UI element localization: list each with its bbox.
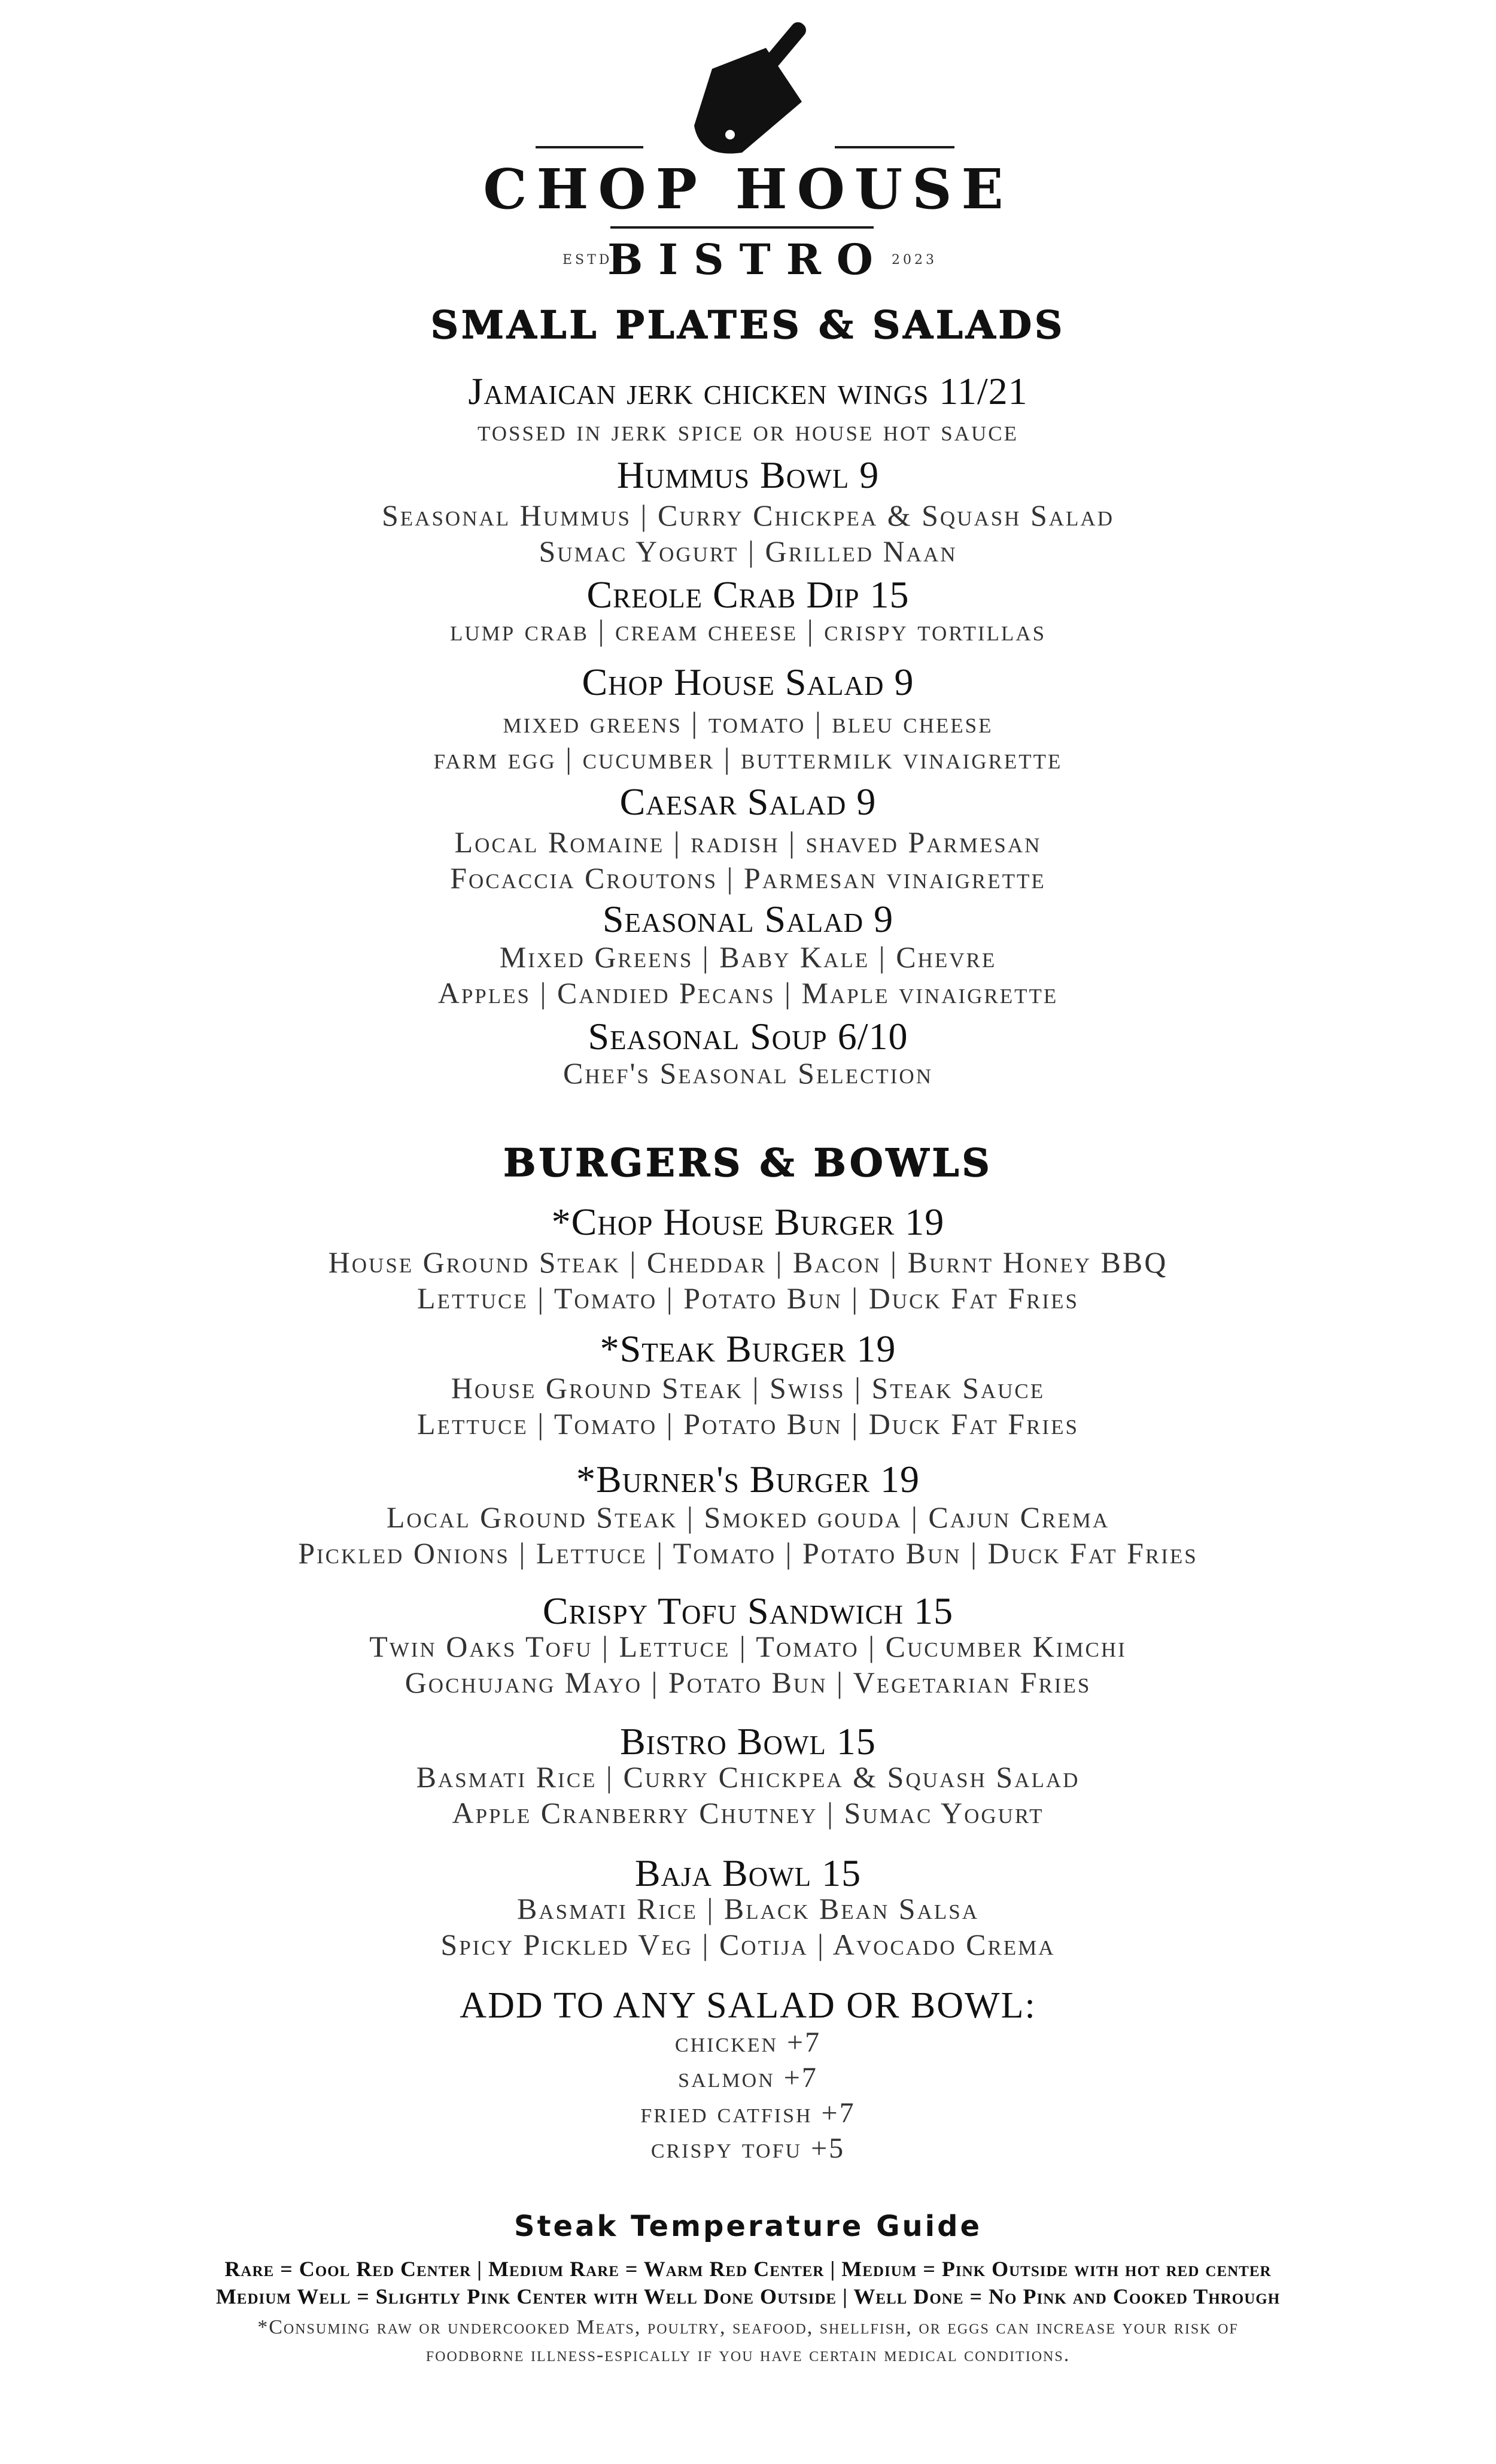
logo-estd-label: ESTD — [562, 253, 613, 268]
menu-item-description: Gochujang Mayo | Potato Bun | Vegetarian Fries — [405, 1666, 1091, 1699]
menu-item-description: Apple Cranberry Chutney | Sumac Yogurt — [452, 1796, 1044, 1830]
menu-item-description: Basmati Rice | Black Bean Salsa — [517, 1892, 979, 1925]
menu-item-name: Crispy Tofu Sandwich 15 — [542, 1590, 954, 1632]
logo-rule-right — [835, 146, 954, 148]
menu-item-name: Jamaican jerk chicken wings 11/21 — [468, 370, 1028, 412]
steak-guide-line: Medium Well = Slightly Pink Center with Well Done Outside | Well Done = No Pink and Cooked Through — [215, 2284, 1281, 2308]
menu-item-description: Chef's Seasonal Selection — [563, 1056, 933, 1090]
logo-title: CHOP HOUSE — [483, 157, 1013, 221]
menu-item-name: Creole Crab Dip 15 — [586, 573, 910, 616]
menu-item — [0, 1327, 1496, 1441]
menu-item — [0, 1592, 1496, 1697]
menu-item-description: lump crab | cream cheese | crispy tortillas — [449, 613, 1047, 647]
health-disclaimer: foodborne illness-espically if you have certain medical conditions. — [425, 2344, 1071, 2366]
addon-item: salmon +7 — [678, 2062, 818, 2094]
menu-item — [0, 1017, 1496, 1088]
menu-item-description: Lettuce | Tomato | Potato Bun | Duck Fat Fries — [417, 1281, 1079, 1315]
menu-item-name: Baja Bowl 15 — [634, 1852, 862, 1894]
steak-guide-title: Steak Temperature Guide — [514, 2210, 982, 2243]
addons-section — [0, 1985, 1496, 2165]
menu-item — [0, 456, 1496, 566]
menu-item-description: House Ground Steak | Cheddar | Bacon | Burnt Honey BBQ — [328, 1245, 1168, 1279]
menu-item-description: Sumac Yogurt | Grilled Naan — [539, 534, 957, 568]
menu-item — [0, 1460, 1496, 1568]
menu-item-description: tossed in jerk spice or house hot sauce — [478, 414, 1018, 447]
addon-item: crispy tofu +5 — [650, 2132, 846, 2164]
menu-item-description: Pickled Onions | Lettuce | Tomato | Potato Bun | Duck Fat Fries — [298, 1536, 1198, 1570]
menu-item — [0, 663, 1496, 773]
menu-item-description: Seasonal Hummus | Curry Chickpea & Squash Salad — [382, 499, 1114, 532]
menu-item-description: Local Ground Steak | Smoked gouda | Cajun Crema — [386, 1500, 1110, 1534]
menu-item — [0, 573, 1496, 647]
menu-item — [0, 900, 1496, 1008]
menu-item-description: Twin Oaks Tofu | Lettuce | Tomato | Cucumber Kimchi — [369, 1630, 1127, 1663]
menu-item-description: mixed greens | tomato | bleu cheese — [503, 706, 993, 739]
menu-item-name: Caesar Salad 9 — [619, 780, 877, 823]
menu-item-description: Lettuce | Tomato | Potato Bun | Duck Fat Fries — [417, 1407, 1079, 1441]
menu-item-description: Mixed Greens | Baby Kale | Chevre — [499, 940, 997, 974]
logo-rule-middle — [610, 226, 874, 229]
steak-guide-line: Rare = Cool Red Center | Medium Rare = Warm Red Center | Medium = Pink Outside with hot red center — [224, 2257, 1272, 2281]
menu-item-description: Spicy Pickled Veg | Cotija | Avocado Crema — [440, 1928, 1056, 1961]
menu-item-description: House Ground Steak | Swiss | Steak Sauce — [451, 1371, 1045, 1405]
logo-rule-left — [536, 146, 643, 148]
menu-item-name: Hummus Bowl 9 — [616, 454, 880, 496]
menu-item-description: farm egg | cucumber | buttermilk vinaigrette — [433, 742, 1063, 775]
menu-item-name: Seasonal Salad 9 — [602, 898, 894, 940]
menu-item — [0, 1722, 1496, 1828]
addons-title: ADD TO ANY SALAD OR BOWL: — [460, 1985, 1036, 2026]
menu-item-description: Local Romaine | radish | shaved Parmesan — [454, 825, 1042, 859]
menu-item-name: *Steak Burger 19 — [600, 1327, 896, 1370]
menu-item-name: Seasonal Soup 6/10 — [588, 1015, 908, 1058]
health-disclaimer: *Consuming raw or undercooked Meats, poultry, seafood, shellfish, or eggs can increase your risk of — [257, 2316, 1239, 2338]
menu-item — [0, 372, 1496, 445]
section-title-burgers: BURGERS & BOWLS — [503, 1141, 993, 1186]
menu-item-description: Apples | Candied Pecans | Maple vinaigrette — [437, 976, 1059, 1010]
addon-item: fried catfish +7 — [640, 2097, 856, 2129]
menu-item — [0, 1854, 1496, 1959]
menu-item — [0, 780, 1496, 895]
logo-estd-year: 2023 — [892, 253, 937, 268]
menu-item-name: *Burner's Burger 19 — [576, 1458, 920, 1500]
cleaver-icon — [676, 12, 832, 162]
section-title-small-plates: SMALL PLATES & SALADS — [430, 303, 1066, 348]
menu-item-description: Focaccia Croutons | Parmesan vinaigrette — [450, 861, 1046, 895]
logo-subtitle: BISTRO — [607, 235, 889, 284]
menu-item-name: Bistro Bowl 15 — [620, 1720, 876, 1763]
menu-item — [0, 1203, 1496, 1313]
menu-item-name: Chop House Salad 9 — [582, 661, 914, 703]
addon-item: chicken +7 — [674, 2027, 822, 2058]
menu-item-name: *Chop House Burger 19 — [551, 1201, 945, 1243]
menu-item-description: Basmati Rice | Curry Chickpea & Squash Salad — [416, 1760, 1080, 1794]
